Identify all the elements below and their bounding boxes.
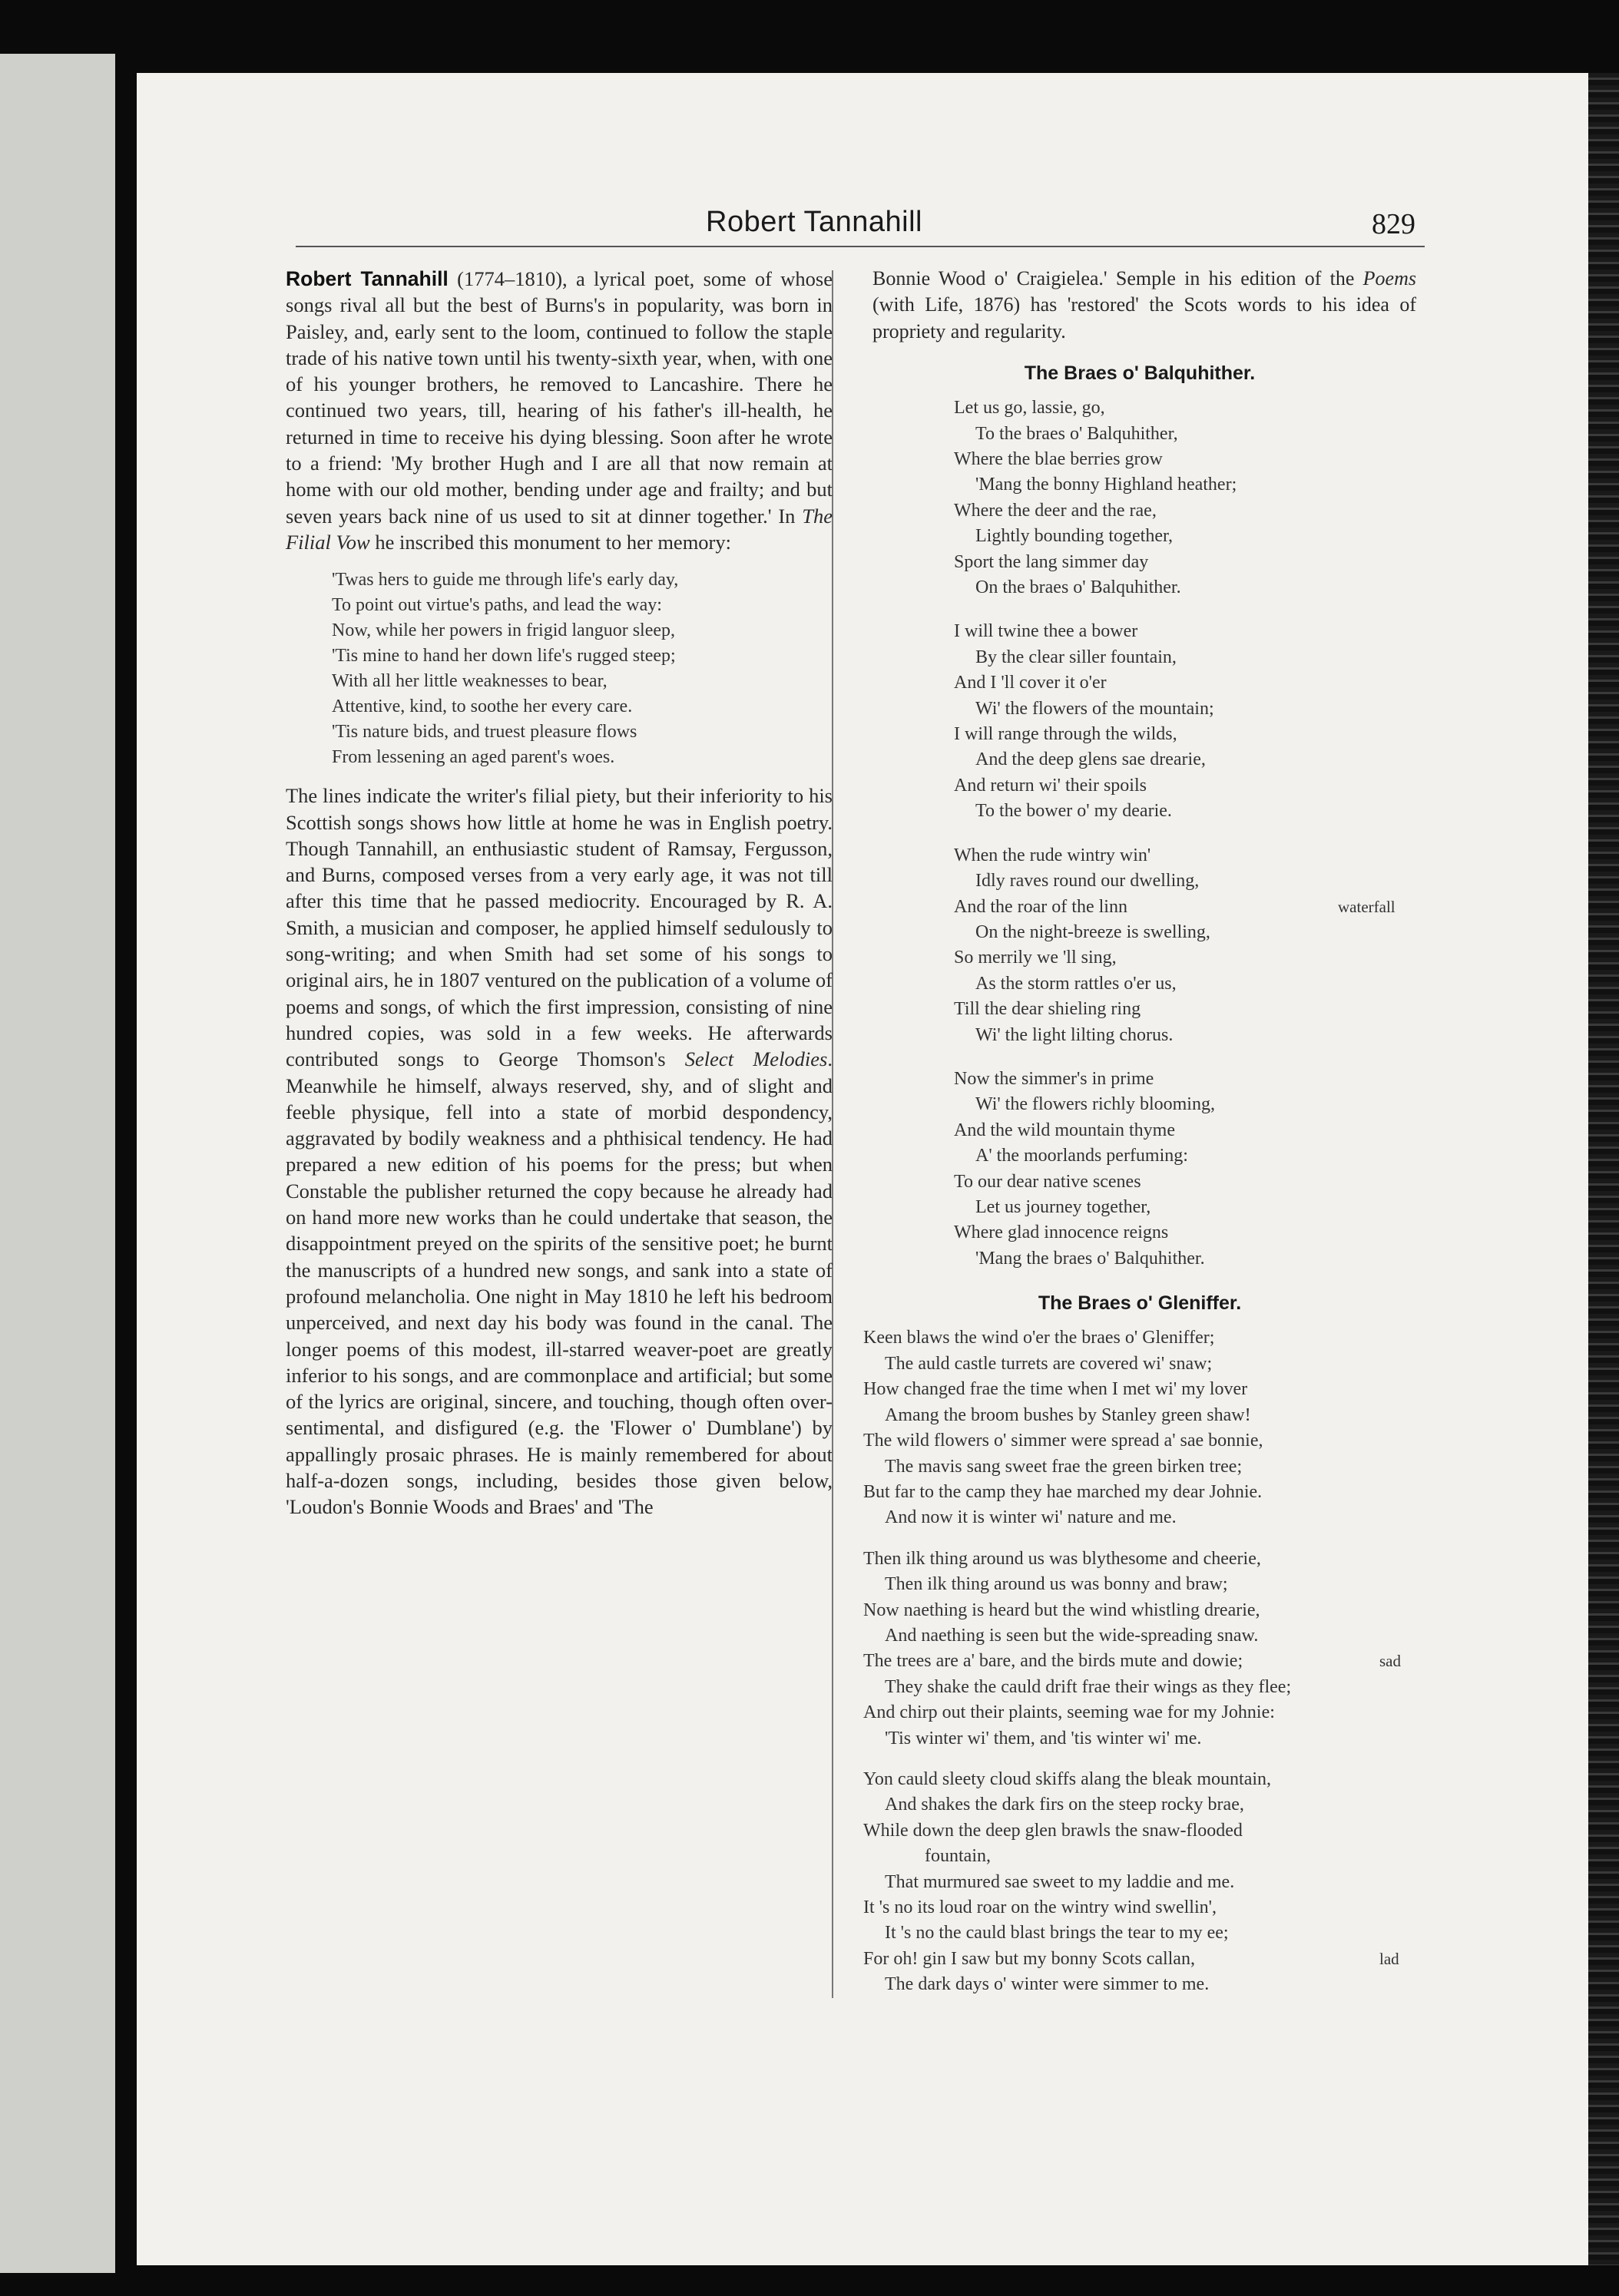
verse-line: They shake the cauld drift frae their wings as they flee; [885, 1676, 1292, 1697]
stanza [863, 1547, 1416, 1752]
verse-line: And the deep glens sae drearie, [975, 749, 1206, 770]
verse-line: On the braes o' Balquhither. [975, 577, 1181, 598]
verse-line: Where glad innocence reigns [954, 1222, 1169, 1243]
verse-line: fountain, [925, 1846, 991, 1867]
verse-line: Wi' the light lilting chorus. [975, 1024, 1174, 1045]
verse-line [954, 895, 1416, 920]
stanza [954, 395, 1416, 600]
bio-continuation [872, 266, 1416, 345]
verse-line: Let us journey together, [975, 1196, 1151, 1217]
verse-line: And naething is seen but the wide-spreading snaw. [885, 1625, 1259, 1646]
bio-text: he inscribed this monument to her memory: [369, 530, 731, 554]
header-rule [296, 246, 1425, 247]
bio-paragraph-2 [286, 782, 833, 1520]
verse-line: Let us go, lassie, go, [954, 398, 1105, 419]
stanza [954, 843, 1416, 1048]
verse-line: It 's no the cauld blast brings the tear to my ee; [885, 1923, 1229, 1944]
bio-paragraph-1 [286, 266, 833, 555]
gloss-sad: sad [1379, 1652, 1401, 1671]
adjacent-page-edge [0, 54, 115, 2273]
verse-line: Now naething is heard but the wind whistling drearie, [863, 1600, 1260, 1620]
stanza [863, 1767, 1416, 1998]
gloss-lad: lad [1379, 1949, 1399, 1968]
verse-line: The auld castle turrets are covered wi' snaw; [885, 1353, 1213, 1374]
bio-text: The lines indicate the writer's filial piety, but their inferiority to his Scottish songs shows how little at home he was in English poetry. Though Tannahill, an enthusiastic student of Ramsay, Fergusson, and Burns, composed verses from a very early age, it was not till after this time that he passed mediocrity. Encouraged by R. A. Smith, a musician and composer, he applied himself sedulously to song-writing; and when Smith had set some of his songs to original airs, he in 1807 ventured on the publication of a volume of poems and songs, of which the first impression, consisting of nine hundred copies, was sold in a few weeks. He afterwards contributed songs to George Thomson's [286, 784, 833, 1071]
verse-line: The mavis sang sweet frae the green birken tree; [885, 1456, 1243, 1477]
verse-line [863, 1947, 1416, 1972]
verse-line: Where the deer and the rae, [954, 500, 1157, 521]
verse-line: A' the moorlands perfuming: [975, 1146, 1188, 1166]
stanza [954, 1067, 1416, 1272]
verse-line: And I 'll cover it o'er [954, 673, 1107, 693]
bio-text: . Meanwhile he himself, always reserved, shy, and of slight and feeble physique, fell into a state of morbid despondency, aggravated by bodily weakness and a phthisical tendency. He had prepared a new edition of his poems for the press; but when Constable the publisher returned the copy because he already had on hand more new works than he could undertake that season, the disappointment preyed on the spirits of the sensitive poet; he burnt the manuscripts of a hundred new songs, and sank into a state of profound melancholia. One night in May 1810 he left his bedroom unperceived, and next day his body was found in the canal. The longer poems of this modest, ill-starred weaver-poet are greatly inferior to his songs, and are commonplace and artificial; but some of the lyrics are original, sincere, and touching, though often over-sentimental, and disfigured (e.g. the 'Flower o' Dumblane') by appallingly prosaic phrases. He is mainly remembered for about half-a-dozen songs, including, besides those given below, 'Loudon's Bonnie Woods and Braes' and 'The [286, 1047, 833, 1519]
entry-name: Robert Tannahill [286, 267, 449, 290]
verse-line: When the rude wintry win' [954, 845, 1151, 865]
verse-line: Now the simmer's in prime [954, 1068, 1154, 1089]
verse-text: For oh! gin I saw but my bonny Scots callan, [863, 1948, 1195, 1969]
verse-line: Then ilk thing around us was bonny and braw; [885, 1574, 1228, 1595]
verse-line: Sport the lang simmer day [954, 551, 1149, 572]
verse-line: Amang the broom bushes by Stanley green shaw! [885, 1404, 1251, 1425]
verse-line: To point out virtue's paths, and lead the way: [332, 595, 662, 616]
verse-line: To the bower o' my dearie. [975, 801, 1172, 822]
verse-line: So merrily we 'll sing, [954, 948, 1117, 968]
verse-line: The wild flowers o' simmer were spread a' sae bonnie, [863, 1431, 1263, 1451]
verse-line: 'Tis mine to hand her down life's rugged steep; [332, 646, 676, 667]
verse-line: Keen blaws the wind o'er the braes o' Gleniffer; [863, 1328, 1215, 1348]
verse-line: To the braes o' Balquhither, [975, 423, 1178, 444]
verse-line: Till the dear shieling ring [954, 999, 1141, 1020]
verse-line: I will twine thee a bower [954, 621, 1138, 642]
running-head-title: Robert Tannahill [706, 206, 922, 238]
right-column [863, 266, 1416, 2013]
verse-line: While down the deep glen brawls the snaw-flooded [863, 1820, 1243, 1841]
verse-line: Where the blae berries grow [954, 449, 1163, 469]
verse-line: Wi' the flowers of the mountain; [975, 698, 1214, 719]
bio-text: (1774–1810), a lyrical poet, some of whose songs rival all but the best of Burns's in popularity, was born in Paisley, and, early sent to the loom, continued to follow the staple trade of his native town until his twenty-sixth year, when, with one of his younger brothers, he removed to Lancashire. There he continued two years, till, hearing of his father's ill-health, he returned in time to receive his dying blessing. Soon after he wrote to a friend: 'My brother Hugh and I are all that now remain at home with our old mother, bending under age and frailty; and but seven years back nine of us used to sit at dinner together.' In [286, 267, 833, 528]
gloss-waterfall: waterfall [1338, 897, 1396, 916]
verse-line: And now it is winter wi' nature and me. [885, 1507, 1177, 1528]
verse-line: 'Mang the bonny Highland heather; [975, 475, 1237, 495]
verse-line: 'Twas hers to guide me through life's early day, [332, 570, 679, 591]
verse-text: And the roar of the linn [954, 896, 1127, 917]
verse-line: How changed frae the time when I met wi' my lover [863, 1379, 1248, 1400]
verse-line: And the wild mountain thyme [954, 1120, 1175, 1140]
left-column [286, 266, 833, 1520]
verse-line: And shakes the dark firs on the steep rocky brae, [885, 1795, 1244, 1815]
work-title: The Filial Vow [286, 504, 833, 554]
verse-line: Now, while her powers in frigid languor sleep, [332, 620, 675, 641]
poem-title-gleniffer: The Braes o' Gleniffer. [1038, 1292, 1242, 1315]
verse-line: The dark days o' winter were simmer to me. [885, 1974, 1210, 1995]
verse-line [863, 1649, 1416, 1674]
verse-line: 'Tis nature bids, and truest pleasure flows [332, 722, 637, 743]
verse-line: 'Tis winter wi' them, and 'tis winter wi' me. [885, 1728, 1202, 1748]
verse-line: But far to the camp they hae marched my dear Johnie. [863, 1481, 1263, 1502]
verse-line: By the clear siller fountain, [975, 647, 1177, 667]
scan-border [1588, 73, 1619, 2265]
verse-line: As the storm rattles o'er us, [975, 973, 1177, 994]
poem-title-balquhither: The Braes o' Balquhither. [1024, 362, 1256, 384]
verse-line: Idly raves round our dwelling, [975, 871, 1200, 892]
verse-line: From lessening an aged parent's woes. [332, 747, 615, 768]
verse-line: Wi' the flowers richly blooming, [975, 1094, 1215, 1115]
verse-line: With all her little weaknesses to bear, [332, 671, 608, 692]
verse-line: And return wi' their spoils [954, 775, 1147, 796]
verse-text: The trees are a' bare, and the birds mute and dowie; [863, 1651, 1243, 1672]
filial-vow-quote [332, 567, 833, 770]
stanza [863, 1325, 1416, 1530]
work-title: Poems [1362, 267, 1416, 289]
verse-line: Yon cauld sleety cloud skiffs alang the bleak mountain, [863, 1768, 1272, 1789]
verse-line: Attentive, kind, to soothe her every care. [332, 696, 633, 717]
bio-text: Bonnie Wood o' Craigielea.' Semple in his edition of the [872, 267, 1363, 289]
verse-line: 'Mang the braes o' Balquhither. [975, 1248, 1205, 1269]
verse-line: That murmured sae sweet to my laddie and me. [885, 1871, 1235, 1892]
verse-line: To our dear native scenes [954, 1171, 1141, 1192]
page-number: 829 [1372, 208, 1415, 240]
verse-line: I will range through the wilds, [954, 724, 1177, 745]
verse-line: It 's no its loud roar on the wintry wind swellin', [863, 1897, 1217, 1918]
verse-line: On the night-breeze is swelling, [975, 921, 1210, 942]
verse-line: And chirp out their plaints, seeming wae for my Johnie: [863, 1702, 1275, 1723]
bio-text: (with Life, 1876) has 'restored' the Scots words to his idea of propriety and regularity. [872, 293, 1416, 342]
verse-line: Lightly bounding together, [975, 526, 1174, 547]
verse-line: Then ilk thing around us was blythesome and cheerie, [863, 1548, 1261, 1569]
work-title: Select Melodies [684, 1047, 828, 1071]
stanza [954, 619, 1416, 824]
